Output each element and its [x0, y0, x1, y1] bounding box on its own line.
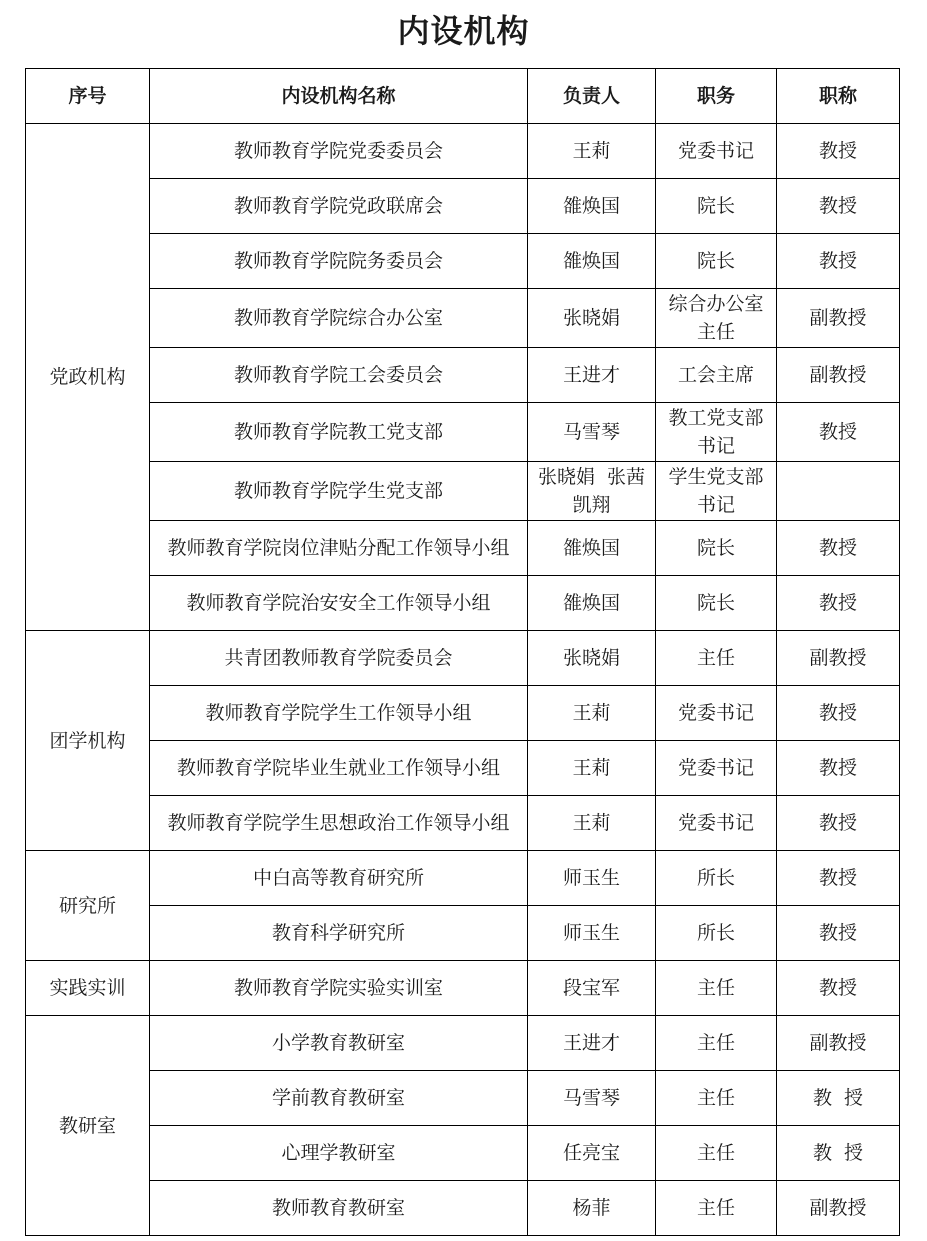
rank-cell: 副教授 [777, 631, 900, 686]
table-row [26, 289, 900, 348]
person-cell: 师玉生 [528, 906, 656, 961]
person-cell: 马雪琴 [528, 403, 656, 462]
person-cell: 段宝军 [528, 961, 656, 1016]
rank-cell: 教授 [777, 851, 900, 906]
rank-cell: 教授 [777, 686, 900, 741]
duty-cell [656, 289, 777, 348]
table-row [26, 906, 900, 961]
duty-cell: 党委书记 [656, 124, 777, 179]
rank-cell: 教授 [777, 961, 900, 1016]
duty-cell: 院长 [656, 234, 777, 289]
org-name-cell: 教师教育学院学生工作领导小组 [150, 686, 528, 741]
person-cell: 张晓娟 [528, 289, 656, 348]
org-table [25, 68, 900, 1236]
duty-cell: 主任 [656, 1181, 777, 1236]
person-cell: 任亮宝 [528, 1126, 656, 1181]
org-name-cell: 共青团教师教育学院委员会 [150, 631, 528, 686]
table-row [26, 234, 900, 289]
rank-cell: 教 授 [777, 1071, 900, 1126]
duty-cell [656, 462, 777, 521]
duty-line: 综合办公室 [668, 293, 764, 315]
rank-cell: 教授 [777, 741, 900, 796]
person-line: 张晓娟 张茜 [537, 466, 646, 488]
rank-cell: 教授 [777, 124, 900, 179]
table-row [26, 348, 900, 403]
rank-cell: 教授 [777, 796, 900, 851]
rank-cell: 副教授 [777, 289, 900, 348]
duty-cell: 主任 [656, 1071, 777, 1126]
table-row [26, 462, 900, 521]
duty-line: 主任 [696, 321, 735, 343]
rank-cell: 副教授 [777, 1181, 900, 1236]
table-row [26, 179, 900, 234]
duty-cell: 主任 [656, 961, 777, 1016]
table-row [26, 521, 900, 576]
person-cell: 王莉 [528, 686, 656, 741]
category-cell: 党政机构 [26, 124, 150, 631]
org-name-cell: 教师教育学院党政联席会 [150, 179, 528, 234]
duty-cell: 党委书记 [656, 686, 777, 741]
rank-cell: 教授 [777, 234, 900, 289]
person-cell: 雒焕国 [528, 179, 656, 234]
org-name-cell: 教师教育学院岗位津贴分配工作领导小组 [150, 521, 528, 576]
category-cell: 实践实训 [26, 961, 150, 1016]
org-name-cell: 教师教育学院党委委员会 [150, 124, 528, 179]
duty-line: 教工党支部 [668, 407, 764, 429]
page-title: 内设机构 [397, 12, 530, 50]
duty-line: 学生党支部 [668, 466, 764, 488]
table-row [26, 403, 900, 462]
org-name-cell: 教育科学研究所 [150, 906, 528, 961]
org-name-cell: 教师教育学院实验实训室 [150, 961, 528, 1016]
duty-line: 书记 [696, 494, 735, 516]
header-person: 负责人 [528, 69, 656, 124]
duty-cell: 主任 [656, 1126, 777, 1181]
table-row [26, 1016, 900, 1071]
org-name-cell: 教师教育学院学生党支部 [150, 462, 528, 521]
duty-cell: 主任 [656, 1016, 777, 1071]
duty-cell: 工会主席 [656, 348, 777, 403]
person-cell: 王进才 [528, 1016, 656, 1071]
category-cell: 团学机构 [26, 631, 150, 851]
category-cell: 研究所 [26, 851, 150, 961]
duty-cell: 所长 [656, 851, 777, 906]
org-name-cell: 教师教育学院综合办公室 [150, 289, 528, 348]
duty-cell: 院长 [656, 179, 777, 234]
table-row [26, 124, 900, 179]
duty-line: 书记 [696, 435, 735, 457]
org-name-cell: 教师教育学院工会委员会 [150, 348, 528, 403]
org-name-cell: 教师教育学院学生思想政治工作领导小组 [150, 796, 528, 851]
rank-cell: 教授 [777, 403, 900, 462]
rank-cell: 教 授 [777, 1126, 900, 1181]
table-row [26, 1181, 900, 1236]
rank-cell: 副教授 [777, 1016, 900, 1071]
person-cell: 王莉 [528, 741, 656, 796]
person-cell: 王进才 [528, 348, 656, 403]
org-name-cell: 教师教育学院治安安全工作领导小组 [150, 576, 528, 631]
table-row [26, 631, 900, 686]
table-row [26, 576, 900, 631]
org-name-cell: 心理学教研室 [150, 1126, 528, 1181]
table-row [26, 961, 900, 1016]
duty-cell: 党委书记 [656, 796, 777, 851]
person-line: 凯翔 [572, 494, 611, 516]
rank-cell: 教授 [777, 576, 900, 631]
org-name-cell: 教师教育教研室 [150, 1181, 528, 1236]
person-cell: 杨菲 [528, 1181, 656, 1236]
org-name-cell: 教师教育学院院务委员会 [150, 234, 528, 289]
person-cell: 王莉 [528, 124, 656, 179]
org-name-cell: 学前教育教研室 [150, 1071, 528, 1126]
org-name-cell: 教师教育学院毕业生就业工作领导小组 [150, 741, 528, 796]
header-rank: 职称 [777, 69, 900, 124]
person-cell: 雒焕国 [528, 234, 656, 289]
table-row [26, 851, 900, 906]
table-row [26, 686, 900, 741]
table-row [26, 741, 900, 796]
duty-cell: 院长 [656, 521, 777, 576]
duty-cell [656, 403, 777, 462]
person-cell: 张晓娟 [528, 631, 656, 686]
category-cell: 教研室 [26, 1016, 150, 1236]
duty-cell: 党委书记 [656, 741, 777, 796]
rank-cell: 教授 [777, 906, 900, 961]
person-cell: 王莉 [528, 796, 656, 851]
org-name-cell: 小学教育教研室 [150, 1016, 528, 1071]
rank-cell: 副教授 [777, 348, 900, 403]
org-name-cell: 中白高等教育研究所 [150, 851, 528, 906]
person-cell: 马雪琴 [528, 1071, 656, 1126]
person-cell: 雒焕国 [528, 521, 656, 576]
duty-cell: 院长 [656, 576, 777, 631]
table-row [26, 1126, 900, 1181]
header-row [26, 69, 900, 124]
person-cell: 雒焕国 [528, 576, 656, 631]
header-duty: 职务 [656, 69, 777, 124]
rank-cell: 教授 [777, 521, 900, 576]
rank-cell: 教授 [777, 179, 900, 234]
duty-cell: 所长 [656, 906, 777, 961]
rank-cell [777, 462, 900, 521]
header-index: 序号 [26, 69, 150, 124]
duty-cell: 主任 [656, 631, 777, 686]
table-row [26, 796, 900, 851]
person-cell [528, 462, 656, 521]
person-cell: 师玉生 [528, 851, 656, 906]
org-name-cell: 教师教育学院教工党支部 [150, 403, 528, 462]
header-org-name: 内设机构名称 [150, 69, 528, 124]
table-row [26, 1071, 900, 1126]
